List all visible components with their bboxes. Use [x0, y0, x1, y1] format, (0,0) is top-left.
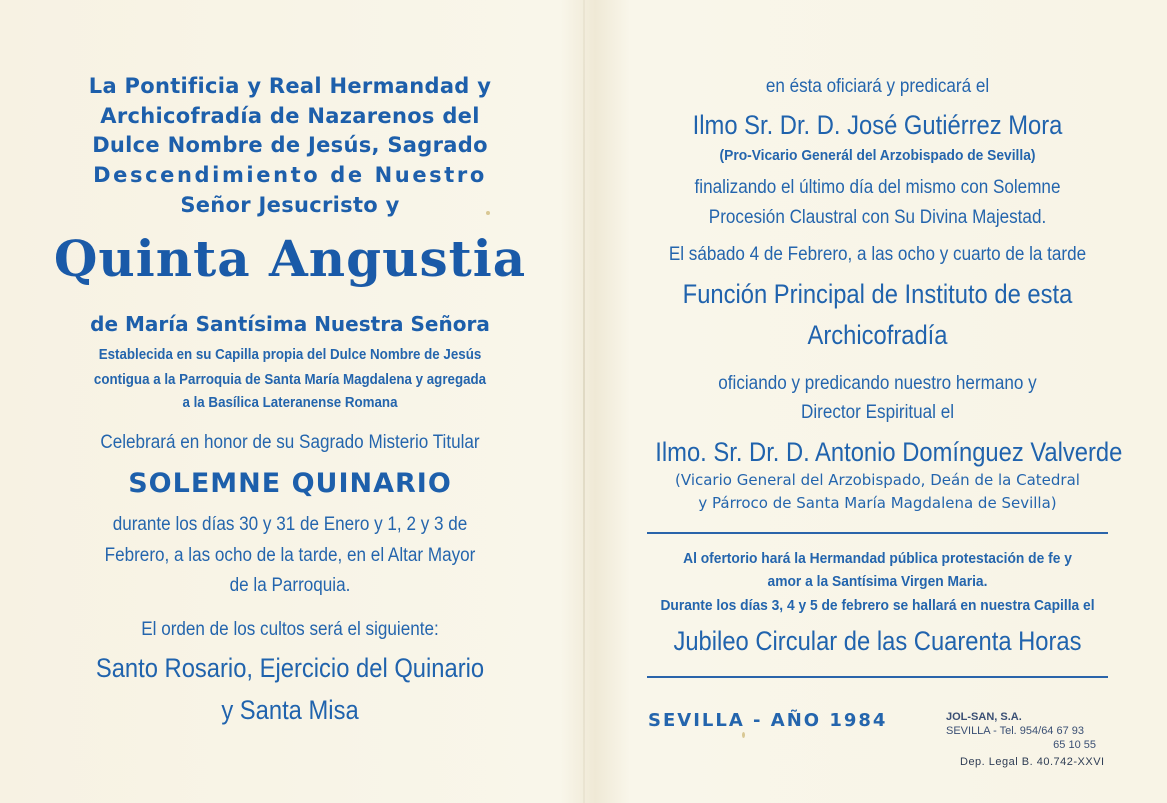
saturday-line: El sábado 4 de Febrero, a las ocho y cuarto de la tarde [668, 244, 1087, 265]
dates-line: Febrero, a las ocho de la tarde, en el Altar Mayor [104, 545, 476, 566]
established-line: Establecida en su Capilla propia del Dulce Nombre de Jesús [98, 347, 482, 363]
printer-name: JOL-SAN, S.A. [946, 711, 1022, 723]
header-line: Dulce Nombre de Jesús, Sagrado [92, 133, 488, 157]
divider [647, 532, 1108, 534]
divider [647, 676, 1108, 678]
header-line: Descendimiento de Nuestro [93, 163, 487, 187]
header-line: La Pontificia y Real Hermandad y [88, 74, 492, 98]
function-line: Función Principal de Instituto de esta [682, 279, 1073, 309]
subtitle: de María Santísima Nuestra Señora [90, 312, 490, 336]
closing-line: Procesión Claustral con Su Divina Majestad. [708, 207, 1047, 228]
celebration-text: Celebrará en honor de su Sagrado Misterio Titular [100, 432, 480, 453]
officiating-line: Director Espiritual el [801, 402, 954, 423]
legal-deposit: Dep. Legal B. 40.742-XXVI [960, 756, 1105, 768]
established-line: contigua a la Parroquia de Santa María Magdalena y agregada [93, 372, 487, 388]
function-line: Archicofradía [807, 320, 948, 350]
director-title-line: y Párroco de Santa María Magdalena de Sevilla) [698, 494, 1057, 512]
jubilee-intro: Durante los días 3, 4 y 5 de febrero se hallará en nuestra Capilla el [660, 597, 1095, 614]
jubilee-title: Jubileo Circular de las Cuarenta Horas [673, 626, 1082, 656]
dates-line: durante los días 30 y 31 de Enero y 1, 2 y 3 de [112, 514, 468, 535]
director-title-line: (Vicario General del Arzobispado, Deán de la Catedral [675, 471, 1080, 489]
closing-line: finalizando el último día del mismo con Solemne [694, 177, 1061, 198]
offertory-line: Al ofertorio hará la Hermandad pública protestación de fe y [683, 550, 1072, 567]
preacher-name: Ilmo Sr. Dr. D. José Gutiérrez Mora [692, 110, 1063, 140]
preacher-title: (Pro-Vicario Generál del Arzobispado de Sevilla) [719, 147, 1036, 164]
order-intro: El orden de los cultos será el siguiente: [141, 619, 439, 640]
printer-city-tel: SEVILLA - Tel. 954/64 67 93 [946, 725, 1085, 737]
brotherhood-title: Quinta Angustia [53, 229, 527, 288]
officiating-line: oficiando y predicando nuestro hermano y [718, 373, 1037, 394]
header-line: Señor Jesucristo y [180, 193, 400, 217]
order-line: y Santa Misa [221, 695, 359, 725]
printer-tel2: 65 10 55 [1053, 739, 1096, 751]
director-name: Ilmo. Sr. Dr. D. Antonio Domínguez Valverde [655, 437, 1123, 467]
center-fold [583, 0, 585, 803]
paper-speck [742, 732, 745, 738]
established-line: a la Basílica Lateranense Romana [182, 395, 398, 411]
header-line: Archicofradía de Nazarenos del [100, 104, 480, 128]
place-year: SEVILLA - AÑO 1984 [648, 710, 888, 731]
intro-text: en ésta oficiará y predicará el [765, 76, 990, 97]
order-line: Santo Rosario, Ejercicio del Quinario [95, 653, 485, 683]
dates-line: de la Parroquia. [229, 575, 351, 596]
event-title: SOLEMNE QUINARIO [128, 468, 452, 499]
offertory-line: amor a la Santísima Virgen Maria. [767, 573, 988, 590]
printer-info [946, 710, 1096, 752]
